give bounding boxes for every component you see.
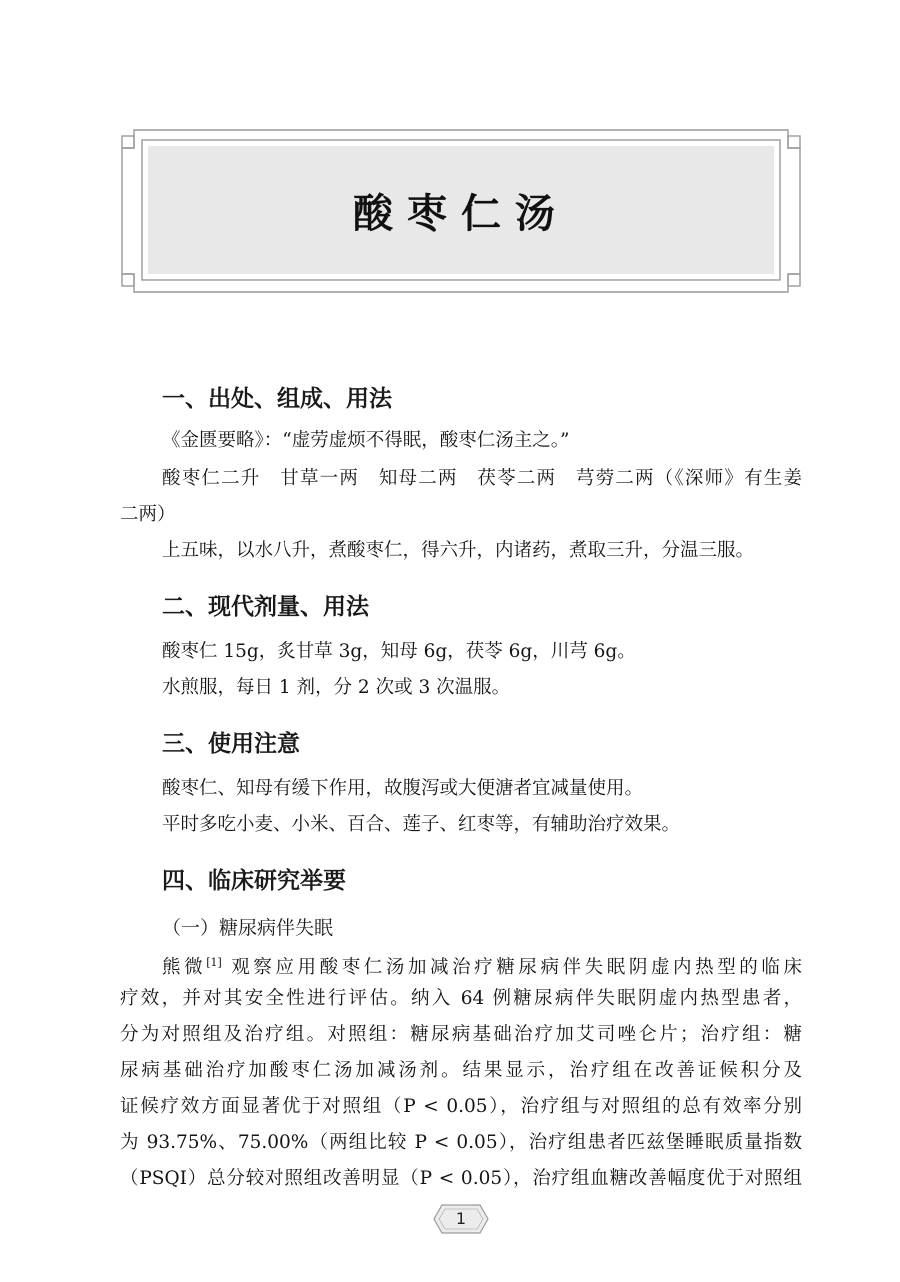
page-number: 1 xyxy=(455,1209,467,1228)
subsection-heading: （一）糖尿病伴失眠 xyxy=(162,917,334,939)
paragraph-line: 尿病基础治疗加酸枣仁汤加减汤剂。结果显示，治疗组在改善证候积分及 xyxy=(120,1060,802,1081)
paragraph-line: 平时多吃小麦、小米、百合、莲子、红枣等，有辅助治疗效果。 xyxy=(162,814,681,835)
title-banner xyxy=(120,126,802,296)
section-heading-dosage: 二、现代剂量、用法 xyxy=(162,594,369,620)
paragraph-line: 证候疗效方面显著优于对照组（P < 0.05），治疗组与对照组的总有效率分别 xyxy=(120,1096,802,1117)
paragraph-line: 疗效，并对其安全性进行评估。纳入 64 例糖尿病伴失眠阴虚内热型患者， xyxy=(120,988,802,1009)
section-heading-clinical: 四、临床研究举要 xyxy=(162,868,346,894)
author-name: 熊微 xyxy=(162,957,207,978)
page-title: 酸枣仁汤 xyxy=(353,189,569,237)
paragraph-line xyxy=(120,945,802,985)
paragraph-line: 上五味，以水八升，煮酸枣仁，得六升，内诸药，煮取三升，分温三服。 xyxy=(162,540,755,561)
paragraph-line: 酸枣仁二升 甘草一两 知母二两 茯苓二两 芎䓖二两（《深师》有生姜 xyxy=(162,468,802,489)
section-heading-source: 一、出处、组成、用法 xyxy=(162,386,392,412)
paragraph-line: 水煎服，每日 1 剂，分 2 次或 3 次温服。 xyxy=(162,677,511,698)
paragraph-line: 《金匮要略》：“虚劳虚烦不得眠，酸枣仁汤主之。” xyxy=(162,430,570,451)
paragraph-line: 为 93.75%、75.00%（两组比较 P < 0.05），治疗组患者匹兹堡睡眠质量指数 xyxy=(120,1132,802,1153)
page-number-badge xyxy=(432,1203,490,1235)
paragraph-line: 酸枣仁 15g，炙甘草 3g，知母 6g，茯苓 6g，川芎 6g。 xyxy=(162,641,636,662)
section-heading-precautions: 三、使用注意 xyxy=(162,731,300,757)
paragraph-line: （PSQI）总分较对照组改善明显（P < 0.05），治疗组血糖改善幅度优于对照组 xyxy=(120,1168,802,1189)
paragraph-line: 酸枣仁、知母有缓下作用，故腹泻或大便溏者宜减量使用。 xyxy=(162,778,644,799)
banner-background xyxy=(148,146,774,274)
reference-marker[interactable]: [1] xyxy=(206,956,222,969)
paragraph-text: 观察应用酸枣仁汤加减治疗糖尿病伴失眠阴虚内热型的临床 xyxy=(221,957,802,978)
paragraph-line: 二两） xyxy=(120,504,176,525)
paragraph-line: 分为对照组及治疗组。对照组：糖尿病基础治疗加艾司唑仑片；治疗组：糖 xyxy=(120,1024,802,1045)
